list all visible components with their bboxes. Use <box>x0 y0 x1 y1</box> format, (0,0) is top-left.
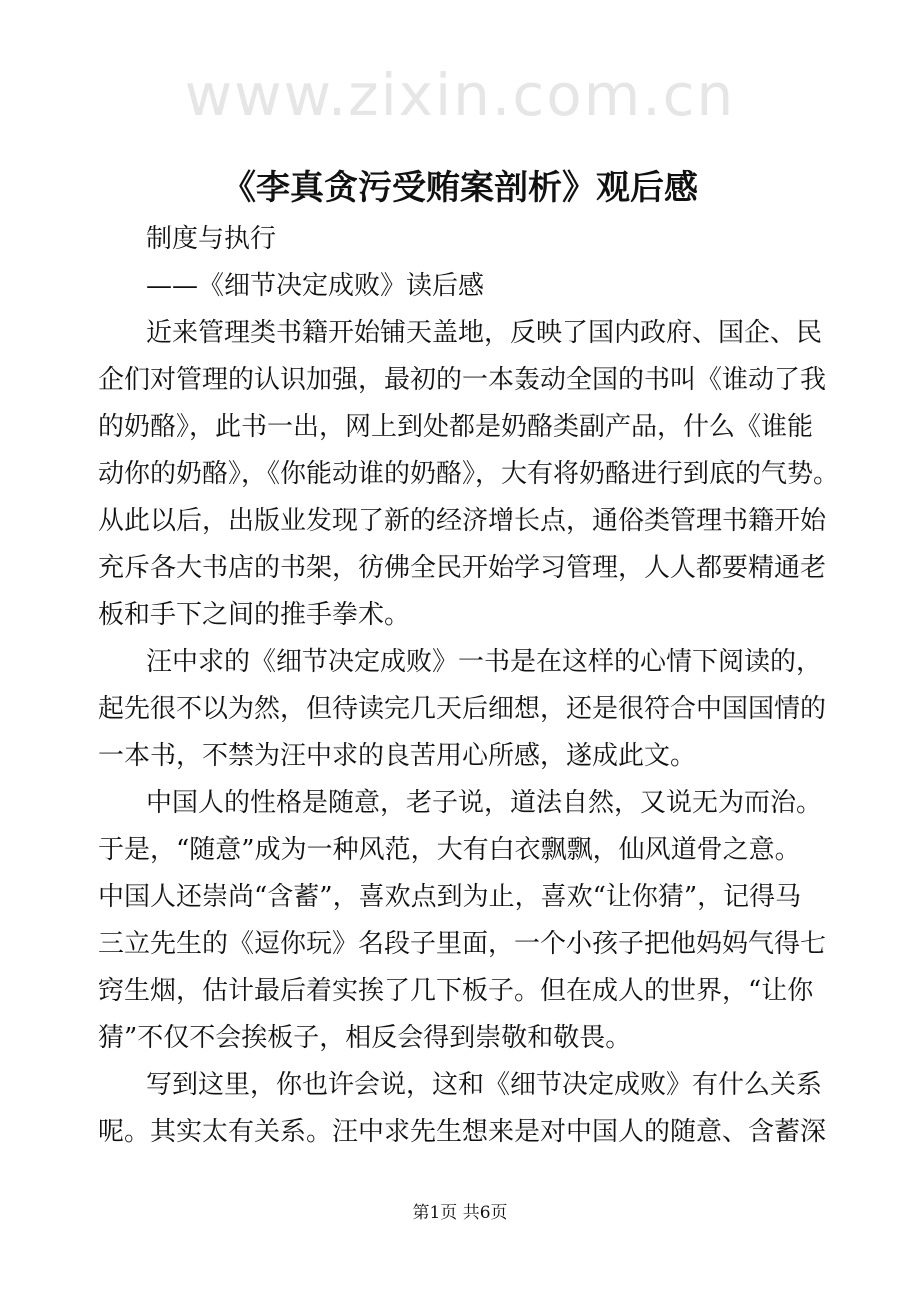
text-line: 板和手下之间的推手拳术。 <box>98 600 411 630</box>
text-line: 写到这里，你也许会说，这和《细节决定成败》有什么关系 <box>146 1070 823 1100</box>
text-line: 于是，“随意”成为一种风范，大有白衣飘飘，仙风道骨之意。 <box>98 835 801 865</box>
text-line: ——《细节决定成败》读后感 <box>146 271 485 301</box>
text-line: 呢。其实太有关系。汪中求先生想来是对中国人的随意、含蓄深 <box>98 1117 827 1147</box>
text-line: 猜”不仅不会挨板子，相反会得到崇敬和敬畏。 <box>98 1023 632 1053</box>
page-footer: 第1页 共6页 <box>412 1203 508 1223</box>
text-line: 三立先生的《逗你玩》名段子里面，一个小孩子把他妈妈气得七 <box>98 929 827 959</box>
text-line: 一本书，不禁为汪中求的良苦用心所感，遂成此文。 <box>98 741 697 771</box>
text-line: 中国人还崇尚“含蓄”，喜欢点到为止，喜欢“让你猜”，记得马 <box>98 882 802 912</box>
text-line: 企们对管理的认识加强，最初的一本轰动全国的书叫《谁动了我 <box>98 365 827 395</box>
watermark: www.zixin.com.cn <box>184 61 736 129</box>
text-line: 窍生烟，估计最后着实挨了几下板子。但在成人的世界，“让你 <box>98 976 814 1006</box>
text-line: 充斥各大书店的书架，彷佛全民开始学习管理，人人都要精通老 <box>98 553 827 583</box>
text-line: 从此以后，出版业发现了新的经济增长点，通俗类管理书籍开始 <box>98 506 827 536</box>
text-line: 动你的奶酪》，《你能动谁的奶酪》，大有将奶酪进行到底的气势。 <box>98 459 840 489</box>
document-body <box>98 216 878 1156</box>
text-line: 起先很不以为然，但待读完几天后细想，还是很符合中国国情的 <box>98 694 827 724</box>
document-title: 《李真贪污受贿案剖析》观后感 <box>222 168 698 208</box>
text-line: 制度与执行 <box>146 224 277 254</box>
text-line: 汪中求的《细节决定成败》一书是在这样的心情下阅读的， <box>146 647 823 677</box>
text-line: 的奶酪》，此书一出，网上到处都是奶酪类副产品，什么《谁能 <box>98 412 814 442</box>
text-line: 近来管理类书籍开始铺天盖地，反映了国内政府、国企、民 <box>146 318 823 348</box>
text-line: 中国人的性格是随意，老子说，道法自然，又说无为而治。 <box>146 788 823 818</box>
